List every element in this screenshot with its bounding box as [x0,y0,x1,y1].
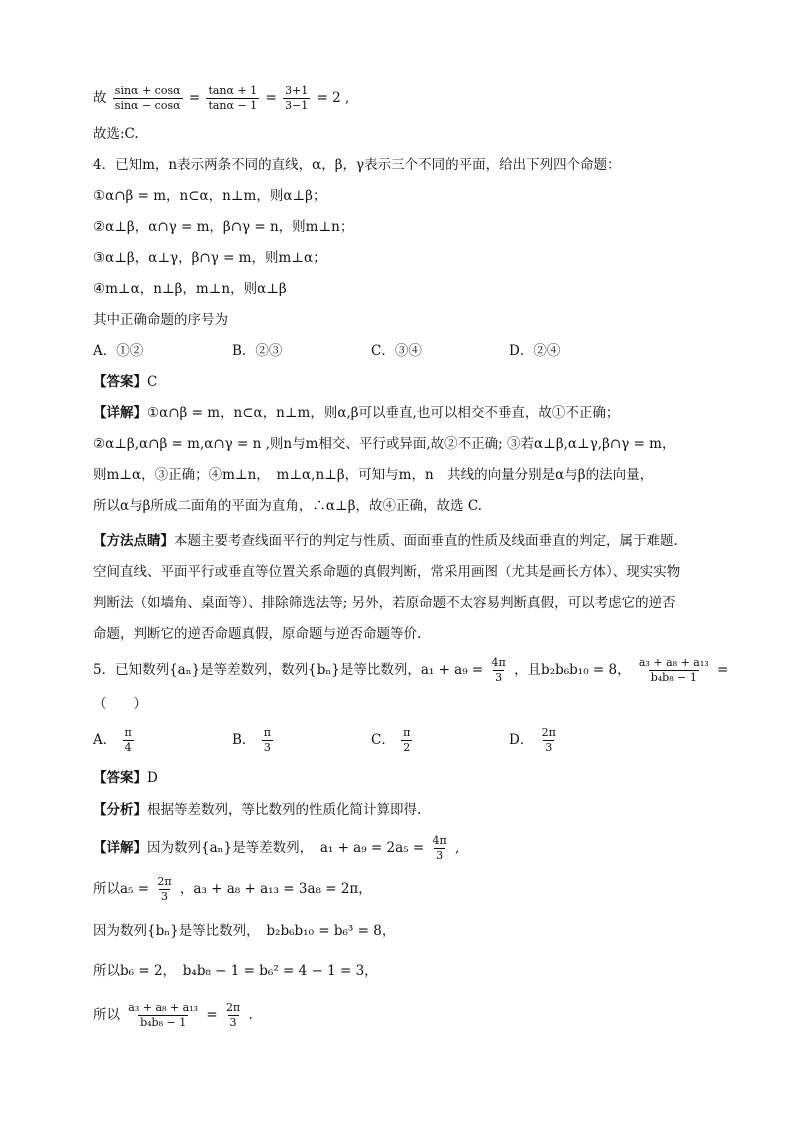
proposition-3: ③α⊥β，α⊥γ，β∩γ = m，则m⊥α； [93,250,327,266]
explanation-line [93,834,459,863]
q4-option-a: A．①② [93,343,144,359]
denominator: 3 [229,1016,237,1029]
answer-line [93,372,157,392]
fraction [113,84,183,113]
text: ，且b₂b₆b₁₀ = 8， [514,662,631,678]
numerator: 2π [157,875,172,888]
denominator: b₄b₈ − 1 [650,671,697,684]
q4-option-b: B．②③ [232,343,283,359]
denominator: sinα − cosα [114,99,181,112]
fraction [283,84,310,113]
option-label: D． [509,732,534,748]
section-label: 【答案】 [93,374,147,390]
denominator: b₄b₈ − 1 [140,1016,187,1029]
equals-sign: = [265,90,277,106]
formula-line-1 [93,84,349,113]
option-label: B． [232,732,256,748]
question-4-prompt: 其中正确命题的序号为 [93,312,228,328]
text: 故 [93,90,107,106]
text: = 2 , [316,90,350,106]
explanation-line [93,403,619,423]
conclusion-line [93,1001,253,1030]
fraction [540,726,558,755]
answer-parentheses: （ ） [93,696,147,712]
q4-option-d: D．②④ [509,343,561,359]
q5-option-b [232,726,275,755]
fraction [490,656,508,685]
answer-value: D [147,770,158,786]
text: = [206,1007,218,1023]
q5-option-a [93,726,136,755]
answer-value: C [147,374,158,390]
denominator: 3 [263,741,271,754]
explanation-line: 则m⊥α，③正确；④m⊥n， m⊥α,n⊥β，可知与m，n 共线的向量分别是α与β的法向量， [93,467,654,483]
denominator: 3 [545,741,553,754]
analysis-line [93,800,421,820]
fraction [637,656,711,685]
numerator: π [263,726,271,739]
text: . [248,1007,253,1023]
numerator: sinα + cosα [114,84,181,97]
explanation-line: 因为数列{bₙ}是等比数列， b₂b₆b₁₀ = b₆³ = 8， [93,923,396,939]
method-line: 判断法（如墙角、桌面等）、排除筛选法等; 另外，若原命题不太容易判断真假，可以考虑它的逆否 [93,595,676,611]
option-label: C． [371,732,395,748]
numerator: 2π [225,1001,241,1014]
equals-sign: = [188,90,201,106]
fraction [401,726,412,755]
explanation-line: 所以α与β所成二面角的平面为直角，∴α⊥β，故④正确，故选 C. [93,498,482,514]
denominator: 3 [436,849,444,862]
fraction [123,726,134,755]
fraction [126,1001,200,1030]
text: 因为数列{aₙ}是等差数列， a₁ + a₉ = 2a₅ = [147,840,425,856]
method-line [93,531,678,551]
text: 本题主要考查线面平行的判定与性质、面面垂直的性质及线面垂直的判定，属于难题. [174,533,678,549]
text: , [455,840,460,856]
method-line: 空间直线、平面平行或垂直等位置关系命题的真假判断，常采用画图（尤其是画长方体）、现实实物 [93,564,681,580]
section-label: 【详解】 [93,840,147,856]
text: 所以 [93,1007,120,1023]
fraction [224,1001,242,1030]
numerator: tanα + 1 [208,84,258,97]
numerator: 3+1 [285,84,309,97]
numerator: π [124,726,132,739]
numerator: a₃ + a₈ + a₁₃ [128,1001,199,1014]
proposition-2: ②α⊥β，α∩γ = m，β∩γ = n，则m⊥n； [93,219,354,235]
denominator: 2 [403,741,411,754]
denominator: 3 [495,671,503,684]
numerator: 4π [432,834,447,847]
explanation-line: ②α⊥β,α∩β = m,α∩γ = n ,则n与m相交、平行或异面,故②不正确; ③若α⊥β,α⊥γ,β∩γ = m， [93,436,676,452]
question-4-stem: 4．已知m，n表示两条不同的直线，α，β，γ表示三个不同的平面，给出下列四个命题： [93,157,621,173]
numerator: 4π [491,656,506,669]
method-line: 命题，判断它的逆否命题真假，原命题与逆否命题等价. [93,626,422,642]
section-label: 【详解】 [93,405,147,421]
option-label: A． [93,732,117,748]
denominator: 4 [124,741,132,754]
numerator: a₃ + a₈ + a₁₃ [638,656,709,669]
denominator: tanα − 1 [208,99,258,112]
explanation-line: 所以b₆ = 2， b₄b₈ − 1 = b₆² = 4 − 1 = 3， [93,963,378,979]
proposition-1: ①α∩β = m，n⊂α，n⊥m，则α⊥β； [93,188,327,204]
question-5-stem [93,656,728,685]
text: 5．已知数列{aₙ}是等差数列，数列{bₙ}是等比数列，a₁ + a₉ = [93,662,484,678]
section-label: 【答案】 [93,770,147,786]
text: ①α∩β = m，n⊂α，n⊥m，则α,β可以垂直,也可以相交不垂直，故①不正确； [147,405,620,421]
q5-option-d [509,726,560,755]
denominator: 3 [160,890,168,903]
fraction [155,875,173,904]
section-label: 【分析】 [93,802,147,818]
text: ，a₃ + a₈ + a₁₃ = 3a₈ = 2π， [179,881,372,897]
proposition-4: ④m⊥α，n⊥β，m⊥n，则α⊥β [93,281,287,297]
answer-line [93,768,158,788]
denominator: 3−1 [285,99,309,112]
fraction [262,726,273,755]
text: 根据等差数列，等比数列的性质化简计算即得. [147,802,422,818]
explanation-line [93,875,372,904]
numerator: π [403,726,411,739]
q5-option-c [371,726,414,755]
fraction [430,834,448,863]
q4-option-c: C．③④ [371,343,422,359]
fraction [206,84,259,113]
answer-line: 故选:C. [93,126,139,142]
text: = [716,662,729,678]
numerator: 2π [541,726,556,739]
section-label: 【方法点睛】 [93,533,174,549]
text: 所以a₅ = [93,881,150,897]
